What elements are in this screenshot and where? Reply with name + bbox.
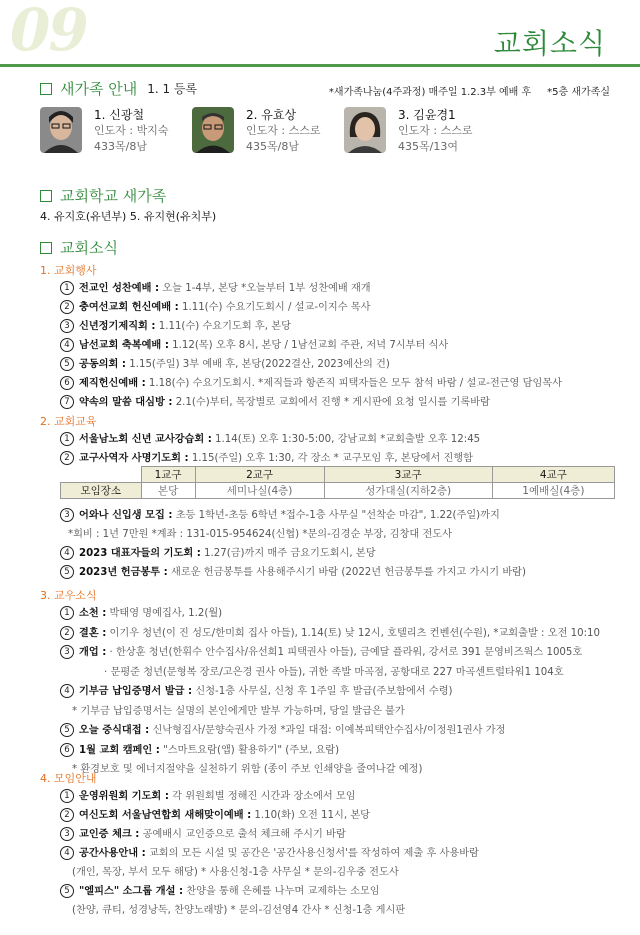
member-name: 1. 신광철: [94, 108, 145, 122]
item-text: 신청-1층 사무실, 신청 후 1주일 후 발급(주보함에서 수령): [192, 686, 453, 697]
item-number-circle: 2: [60, 300, 74, 314]
item-number-circle: 4: [60, 546, 74, 560]
item-title: "엘피스" 소그룹 개설 :: [79, 886, 184, 897]
item-text: 오늘 1-4부, 본당 *오늘부터 1부 성찬예배 재개: [159, 283, 371, 294]
education-label: 2. 교회교육: [40, 415, 97, 428]
item-text: 1.10(화) 오전 11시, 본당: [251, 810, 371, 821]
member-guide: 인도자 : 스스로: [398, 124, 473, 137]
item-title: 전교인 성찬예배 :: [79, 283, 160, 294]
square-bullet-icon: [40, 190, 52, 202]
header-divider: [0, 64, 640, 67]
school-heading: [40, 185, 166, 206]
item-number-circle: 3: [60, 319, 74, 333]
table-header: 1교구: [141, 467, 195, 483]
item-title: 교인증 체크 :: [79, 829, 140, 840]
table-cell: 본당: [141, 483, 195, 499]
item-title: 개업 :: [79, 647, 107, 658]
list-item: [60, 682, 453, 698]
newcomer-note: [329, 83, 610, 98]
member-address: 435목/8남: [246, 140, 299, 153]
list-item: [60, 806, 370, 822]
events-label: 1. 교회행사: [40, 264, 97, 277]
item-title: 서울남노회 신년 교사강습회 :: [79, 434, 212, 445]
item-text: 교회의 모든 시설 및 공간은 '공간사용신청서'를 작성하여 제출 후 사용바람: [145, 848, 479, 859]
newcomer-heading: [40, 78, 197, 99]
item-title: 공동의회 :: [79, 359, 126, 370]
table-header: 3교구: [324, 467, 492, 483]
member-photo: [192, 107, 234, 153]
item-title: 어와나 신입생 모집 :: [79, 510, 173, 521]
newcomer-member: [40, 107, 168, 155]
members-news-label: 3. 교우소식: [40, 589, 97, 602]
item-title: 오늘 중식대접 :: [79, 725, 150, 736]
square-bullet-icon: [40, 242, 52, 254]
item-number-circle: 1: [60, 432, 74, 446]
list-item: [72, 760, 423, 775]
item-number-circle: 2: [60, 808, 74, 822]
item-number-circle: 6: [60, 376, 74, 390]
item-title: 교구사역자 사명기도회 :: [79, 453, 189, 464]
item-text: 신낙형집사/문향숙권사 가정 *과일 대접: 이예복피택안수집사/이정원1권사 가정: [149, 725, 506, 736]
table-corner: [61, 467, 142, 483]
item-number-circle: 4: [60, 338, 74, 352]
item-text: 이기우 청년(이 진 성도/한미희 집사 아들), 1.14(토) 낮 12시, 호텔리츠 컨벤션(수원), *교회출발 : 오전 10:10: [106, 627, 601, 639]
item-text: 새로운 헌금봉투를 사용해주시기 바람 (2022년 헌금봉투를 가지고 가시기 바람): [167, 567, 526, 578]
list-item: [60, 882, 380, 898]
list-item: [60, 643, 582, 659]
list-item: [72, 901, 405, 916]
member-name: 2. 유효상: [246, 108, 297, 122]
list-item: [60, 393, 490, 409]
square-bullet-icon: [40, 83, 52, 95]
item-title: 1월 교회 캠페인 :: [79, 744, 160, 756]
list-item: [60, 336, 448, 352]
newcomer-note-1: *새가족나눔(4주과정) 매주일 1.2.3부 예배 후: [328, 87, 532, 98]
item-text: 1.11(수) 수요기도회 후, 본당: [155, 321, 291, 332]
newcomer-subtitle: 1. 1 등록: [147, 82, 198, 96]
item-text: 1.15(주일) 3부 예배 후, 본당(2022결산, 2023예산의 건): [126, 359, 390, 370]
item-number-circle: 1: [60, 606, 74, 620]
list-item: [68, 525, 452, 540]
item-title: 제직헌신예배 :: [79, 378, 146, 389]
item-text: 1.12(목) 오후 8시, 본당 / 1남선교회 주관, 저녁 7시부터 식사: [168, 340, 449, 351]
item-text: 찬양을 통해 은혜를 나누며 교제하는 소모임: [183, 886, 380, 897]
school-title: 교회학교 새가족: [60, 187, 167, 205]
item-number-circle: 4: [60, 684, 74, 698]
list-item: [60, 825, 346, 841]
list-item: [60, 430, 480, 446]
item-text: · 한상훈 청년(한휘수 안수집사/유선희1 피택권사 아들), 금예달 플라워, 강서로 391 문영비즈웍스 1005호: [106, 647, 583, 658]
list-item: [60, 506, 500, 522]
item-number-circle: 4: [60, 846, 74, 860]
list-item: [60, 721, 505, 737]
newcomer-title: 새가족 안내: [60, 80, 138, 98]
item-number-circle: 5: [60, 884, 74, 898]
news-title: 교회소식: [60, 239, 118, 257]
newcomer-member: [344, 107, 472, 155]
item-title: 2023 대표자들의 기도회 :: [79, 548, 201, 559]
item-text: 1.14(토) 오후 1:30-5:00, 강남교회 *교회출발 오후 12:45: [211, 434, 481, 445]
item-number-circle: 1: [60, 789, 74, 803]
page-title: 교회소식: [493, 27, 606, 60]
item-text: * 환경보호 및 에너지절약을 실천하기 위함 (종이 주보 인쇄양을 줄여나갈 예정): [72, 764, 423, 775]
list-item: [60, 544, 376, 560]
item-text: 2.1(수)부터, 목장별로 교회에서 진행 * 게시판에 요청 일시를 기록바람: [172, 397, 490, 408]
item-text: 초등 1학년-초등 6학년 *접수-1층 사무실 "선착순 마감", 1.22(주일)까지: [172, 510, 500, 521]
item-text: *회비 : 1년 7만원 *계좌 : 131-015-954624(신협) *문의-김경순 부장, 김창대 전도사: [68, 529, 452, 540]
page-number: 09: [10, 0, 87, 64]
item-text: (찬양, 큐티, 성경낭독, 찬양노래방) * 문의-김선영4 간사 * 신청-1층 게시판: [72, 905, 406, 916]
member-photo: [40, 107, 82, 153]
item-number-circle: 5: [60, 357, 74, 371]
list-item: [60, 787, 356, 803]
item-text: * 기부금 납입증명서는 실명의 본인에게만 발부 가능하며, 당일 발급은 불가: [72, 705, 405, 717]
item-number-circle: 3: [60, 508, 74, 522]
item-title: 약속의 말씀 대심방 :: [79, 397, 173, 408]
list-item: [72, 863, 399, 878]
list-item: [60, 449, 473, 465]
table-row-label: 모임장소: [61, 483, 142, 499]
item-title: 남선교회 축복예배 :: [79, 340, 169, 351]
item-text: 1.18(수) 수요기도회시. *제직들과 항존직 피택자들은 모두 참석 바람 / 설교-전근영 담임목사: [145, 378, 562, 389]
school-newcomers: 4. 유지호(유년부) 5. 유지현(유치부): [40, 210, 217, 223]
list-item: [60, 317, 291, 333]
table-header-row: [61, 467, 615, 483]
item-title: 공간사용안내 :: [79, 848, 146, 859]
list-item: [60, 298, 370, 314]
item-text: 1.27(금)까지 매주 금요기도회시, 본당: [200, 548, 376, 559]
item-number-circle: 2: [60, 626, 74, 640]
item-text: (개인, 목장, 부서 모두 해당) * 사용신청-1층 사무실 * 문의-김우중 전도사: [72, 867, 399, 878]
list-item: [60, 604, 222, 620]
item-title: 신년정기제직회 :: [79, 321, 156, 332]
item-number-circle: 1: [60, 281, 74, 295]
item-number-circle: 3: [60, 827, 74, 841]
item-title: 여신도회 서울남연합회 새해맞이예배 :: [79, 810, 252, 821]
item-text: 1.11(수) 수요기도회시 / 설교-이지수 목사: [178, 302, 371, 313]
item-title: 충여선교회 헌신예배 :: [79, 302, 179, 313]
table-cell: 1예배실(4층): [492, 483, 614, 499]
member-address: 435목/13여: [398, 140, 458, 153]
table-header: 2교구: [195, 467, 324, 483]
member-guide: 인도자 : 박지숙: [94, 124, 169, 137]
list-item: [72, 702, 405, 717]
district-meeting-table: [60, 466, 615, 499]
list-item: [60, 355, 390, 371]
table-row: [61, 483, 615, 499]
list-item: [60, 741, 339, 757]
member-name: 3. 김윤경1: [398, 108, 456, 122]
table-header: 4교구: [492, 467, 614, 483]
list-item: [60, 374, 562, 390]
item-title: 소천 :: [79, 608, 107, 619]
list-item: [60, 279, 371, 295]
list-item: [60, 844, 479, 860]
item-number-circle: 2: [60, 451, 74, 465]
list-item: [104, 663, 564, 678]
item-text: 박태영 명예집사, 1.2(월): [106, 608, 223, 619]
newcomer-member: [192, 107, 320, 155]
list-item: [60, 563, 526, 579]
item-title: 기부금 납입증명서 발급 :: [79, 686, 193, 697]
item-text: 공예배시 교인증으로 출석 체크해 주시기 바람: [139, 829, 346, 840]
item-number-circle: 6: [60, 743, 74, 757]
item-number-circle: 3: [60, 645, 74, 659]
item-number-circle: 5: [60, 565, 74, 579]
member-photo: [344, 107, 386, 153]
item-text: 1.15(주일) 오후 1:30, 각 장소 * 교구모임 후, 본당에서 진행함: [188, 453, 474, 464]
newcomer-note-2: *5층 새가족실: [547, 87, 610, 98]
list-item: [60, 624, 600, 640]
item-number-circle: 7: [60, 395, 74, 409]
item-text: 각 위원회별 정해진 시간과 장소에서 모임: [168, 791, 356, 802]
item-text: · 문평준 청년(문형복 장로/고은경 권사 아들), 귀한 족발 마곡점, 공항대로 227 마곡센트럴타워1 104호: [104, 666, 564, 678]
news-heading: [40, 237, 118, 258]
table-cell: 성가대실(지하2층): [324, 483, 492, 499]
member-guide: 인도자 : 스스로: [246, 124, 321, 137]
item-title: 운영위원회 기도회 :: [79, 791, 169, 802]
item-text: "스마트요람(앱) 활용하기" (주보, 요람): [159, 744, 340, 756]
item-number-circle: 5: [60, 723, 74, 737]
item-title: 2023년 헌금봉투 :: [79, 567, 168, 578]
item-title: 결혼 :: [79, 627, 107, 639]
table-cell: 세미나실(4층): [195, 483, 324, 499]
meetings-label: 4. 모임안내: [40, 772, 97, 785]
member-address: 433목/8남: [94, 140, 147, 153]
